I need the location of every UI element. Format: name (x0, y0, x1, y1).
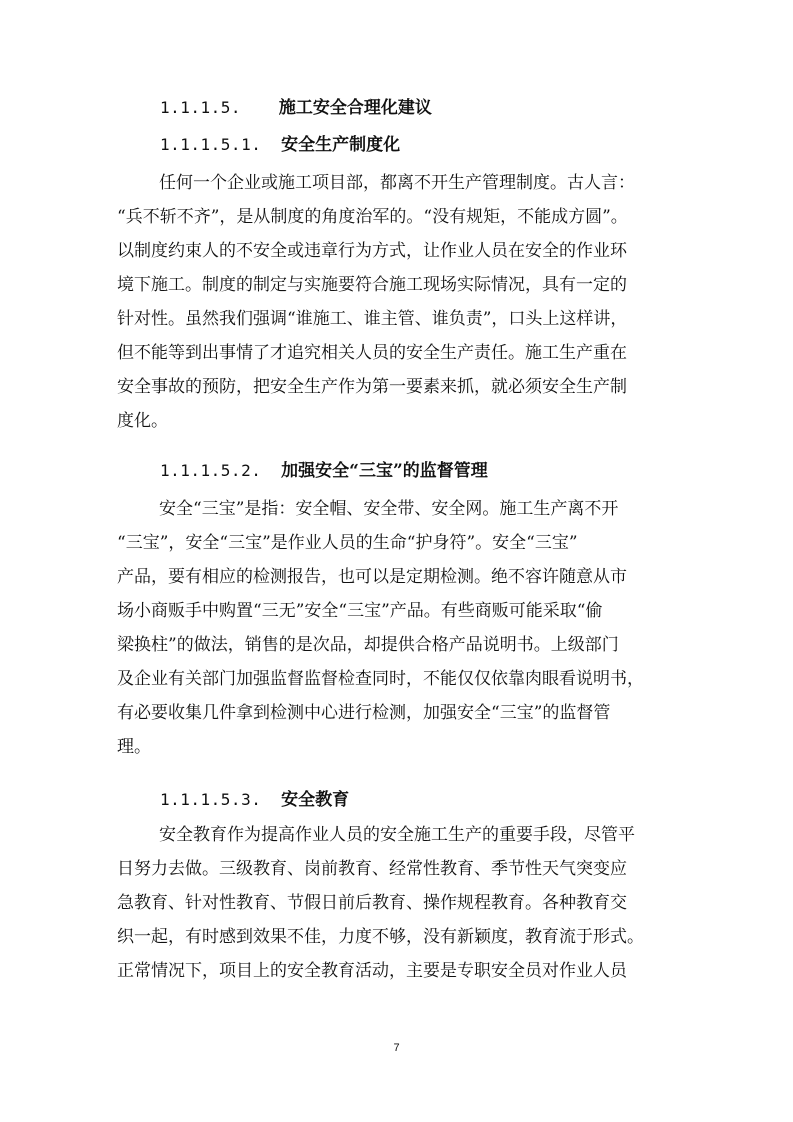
text-line: 梁换柱”的做法，销售的是次品，却提供合格产品说明书。上级部门 (117, 635, 619, 655)
text-line: 及企业有关部门加强监督监督检查同时，不能仅仅依靠肉眼看说明书， (117, 669, 644, 689)
subsection-title: 安全生产制度化 (281, 135, 401, 155)
text-line: 但不能等到出事情了才追究相关人员的安全生产责任。施工生产重在 (117, 343, 627, 363)
text-line: 度化。 (117, 411, 168, 431)
subsection-heading (160, 133, 400, 157)
text-line: 急教育、针对性教育、节假日前后教育、操作规程教育。各种教育交 (117, 893, 627, 913)
text-line: 安全事故的预防，把安全生产作为第一要素来抓，就必须安全生产制 (117, 377, 627, 397)
text-line: 安全“三宝”是指：安全帽、安全带、安全网。施工生产离不开 (159, 499, 619, 519)
text-line: 境下施工。制度的制定与实施要符合施工现场实际情况，具有一定的 (117, 275, 627, 295)
text-line: 针对性。虽然我们强调“谁施工、谁主管、谁负责”，口头上这样讲， (117, 309, 628, 329)
text-line: 任何一个企业或施工项目部，都离不开生产管理制度。古人言： (159, 173, 635, 193)
text-line: 以制度约束人的不安全或违章行为方式，让作业人员在安全的作业环 (117, 241, 627, 261)
subsection-number: 1.1.1.5.1. (160, 135, 262, 154)
subsection-heading (160, 459, 488, 483)
text-line: 正常情况下，项目上的安全教育活动，主要是专职安全员对作业人员 (117, 961, 627, 981)
subsection-title: 加强安全“三宝”的监督管理 (281, 461, 488, 481)
text-line: 日努力去做。三级教育、岗前教育、经常性教育、季节性天气突变应 (117, 859, 627, 879)
text-line: 场小商贩手中购置“三无”安全“三宝”产品。有些商贩可能采取“偷 (117, 601, 603, 621)
text-line: 产品，要有相应的检测报告，也可以是定期检测。绝不容许随意从市 (117, 567, 627, 587)
subsection-number: 1.1.1.5.3. (160, 790, 262, 809)
subsection-heading (160, 788, 349, 812)
text-line: “兵不斩不齐”，是从制度的角度治军的。“没有规矩，不能成方圆”。 (117, 207, 628, 227)
section-heading (160, 96, 432, 120)
subsection-title: 安全教育 (281, 790, 350, 810)
paragraph (117, 166, 683, 438)
paragraph (117, 492, 683, 764)
subsection-number: 1.1.1.5.2. (160, 461, 262, 480)
text-line: 安全教育作为提高作业人员的安全施工生产的重要手段，尽管平 (159, 825, 635, 845)
page-number: 7 (393, 1042, 400, 1054)
section-title: 施工安全合理化建议 (278, 98, 432, 118)
text-line: 织一起，有时感到效果不佳，力度不够，没有新颖度，教育流于形式。 (117, 927, 644, 947)
text-line: “三宝”，安全“三宝”是作业人员的生命“护身符”。安全“三宝” (117, 533, 578, 553)
text-line: 理。 (117, 737, 151, 757)
text-line: 有必要收集几件拿到检测中心进行检测，加强安全“三宝”的监督管 (117, 703, 611, 723)
paragraph (117, 818, 683, 988)
section-number: 1.1.1.5. (160, 98, 242, 117)
